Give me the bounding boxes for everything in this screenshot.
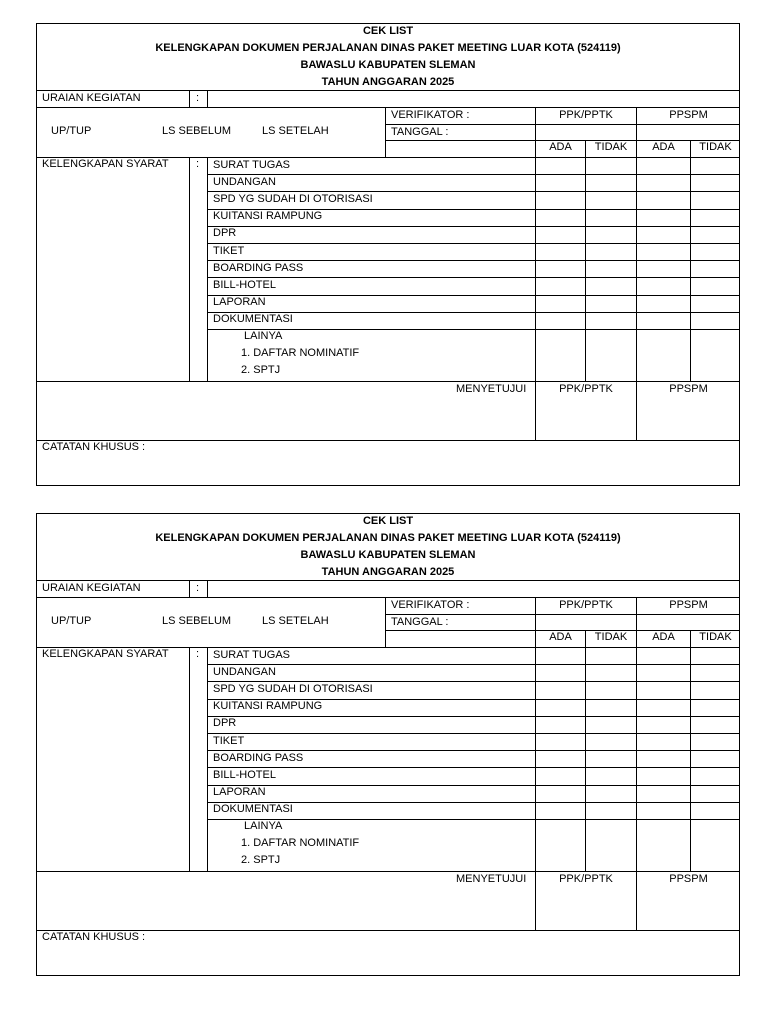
ppk-ada-cell[interactable] xyxy=(536,175,585,191)
checklist-item-label: BILL-HOTEL xyxy=(213,278,276,291)
ppk-tidak-cell[interactable] xyxy=(586,717,636,733)
ppk-tidak-cell[interactable] xyxy=(586,158,636,174)
pay-option-ls-setelah[interactable]: LS SETELAH xyxy=(262,615,329,627)
ppspm-tidak-cell[interactable] xyxy=(691,786,739,802)
ppspm-tidak-cell[interactable] xyxy=(691,803,739,819)
lainya-label: LAINYA xyxy=(244,330,283,342)
checklist-item-label: BOARDING PASS xyxy=(213,261,304,274)
checklist-item-label: KUITANSI RAMPUNG xyxy=(213,210,323,223)
ppspm-tidak-cell[interactable] xyxy=(691,192,739,208)
ppspm-header: PPSPM xyxy=(669,599,708,611)
ppspm-tidak-cell[interactable] xyxy=(691,227,739,243)
kelengkapan-syarat-label: KELENGKAPAN SYARAT xyxy=(42,158,169,170)
checklist-item-label: UNDANGAN xyxy=(213,175,276,188)
ppspm-tidak-cell[interactable] xyxy=(691,296,739,312)
ppspm-tidak-cell[interactable] xyxy=(691,261,739,277)
checklist-item-label: SURAT TUGAS xyxy=(213,158,291,171)
ppk-ada-cell[interactable] xyxy=(536,648,585,664)
ppspm-ada-cell[interactable] xyxy=(637,192,690,208)
ppspm-ada-cell[interactable] xyxy=(637,244,690,260)
ppk-tidak-cell[interactable] xyxy=(586,313,636,329)
ppk-ada-cell[interactable] xyxy=(536,192,585,208)
ppk-pptk-signature-box[interactable] xyxy=(537,398,635,439)
lainya-label: LAINYA xyxy=(244,820,283,832)
checklist-item-label: DPR xyxy=(213,227,237,240)
form-title-line-3: BAWASLU KABUPATEN SLEMAN xyxy=(300,549,476,561)
ppspm-ada-cell[interactable] xyxy=(637,648,690,664)
ppspm-tidak-header: TIDAK xyxy=(699,141,732,153)
lainya-item: 2. SPTJ xyxy=(241,364,281,376)
form-title-line-4: TAHUN ANGGARAN 2025 xyxy=(321,566,455,578)
uraian-colon: : xyxy=(196,582,200,594)
ppk-ada-cell[interactable] xyxy=(536,717,585,733)
ppk-tidak-cell[interactable] xyxy=(586,278,636,294)
ppspm-ada-cell[interactable] xyxy=(637,313,690,329)
ppk-ada-cell[interactable] xyxy=(536,261,585,277)
ppspm-signature-box[interactable] xyxy=(638,398,739,439)
ppk-ada-cell[interactable] xyxy=(536,682,585,698)
ppk-tidak-cell[interactable] xyxy=(586,175,636,191)
ppk-pptk-signature-box[interactable] xyxy=(537,888,635,929)
form-title-line-3: BAWASLU KABUPATEN SLEMAN xyxy=(300,59,476,71)
verifikator-label: VERIFIKATOR : xyxy=(391,599,470,611)
ppk-ada-cell[interactable] xyxy=(536,278,585,294)
checklist-item-label: DOKUMENTASI xyxy=(213,803,293,816)
checklist-item-label: SPD YG SUDAH DI OTORISASI xyxy=(213,192,373,205)
ppspm-ada-cell[interactable] xyxy=(637,768,690,784)
ppk-ada-cell[interactable] xyxy=(536,803,585,819)
ppk-tidak-cell[interactable] xyxy=(586,648,636,664)
ppspm-ada-cell[interactable] xyxy=(637,227,690,243)
pay-option-ls-sebelum[interactable]: LS SEBELUM xyxy=(162,125,232,137)
pay-option-ls-setelah[interactable]: LS SETELAH xyxy=(262,125,329,137)
ppk-tidak-cell[interactable] xyxy=(586,210,636,226)
ppspm-tidak-cell[interactable] xyxy=(691,313,739,329)
ppk-tidak-cell[interactable] xyxy=(586,261,636,277)
ppspm-tidak-cell[interactable] xyxy=(691,665,739,681)
ppk-ada-cell[interactable] xyxy=(536,751,585,767)
ppspm-ada-cell[interactable] xyxy=(637,803,690,819)
pay-option-up-tup[interactable]: UP/TUP xyxy=(51,125,92,137)
ppk-tidak-cell[interactable] xyxy=(586,734,636,750)
ppk-tidak-cell[interactable] xyxy=(586,665,636,681)
uraian-kegiatan-label: URAIAN KEGIATAN xyxy=(42,582,141,594)
ppk-tidak-cell[interactable] xyxy=(586,296,636,312)
verifikator-label: VERIFIKATOR : xyxy=(391,109,470,121)
ppk-ada-cell[interactable] xyxy=(536,227,585,243)
ppspm-tidak-cell[interactable] xyxy=(691,717,739,733)
checklist-item-label: BILL-HOTEL xyxy=(213,768,276,781)
ppspm-tidak-cell[interactable] xyxy=(691,768,739,784)
ppk-ada-cell[interactable] xyxy=(536,210,585,226)
ppk-tidak-cell[interactable] xyxy=(586,682,636,698)
ppspm-ada-cell[interactable] xyxy=(637,278,690,294)
ppk-ada-cell[interactable] xyxy=(536,313,585,329)
ppspm-tidak-header: TIDAK xyxy=(699,631,732,643)
checklist-item-label: LAPORAN xyxy=(213,786,266,799)
checklist-item-label: BOARDING PASS xyxy=(213,751,304,764)
ppspm-ada-cell[interactable] xyxy=(637,296,690,312)
tanggal-label: TANGGAL : xyxy=(391,126,449,138)
menyetujui-ppk-pptk: PPK/PPTK xyxy=(559,383,613,395)
ppk-pptk-header: PPK/PPTK xyxy=(559,599,613,611)
ppspm-ada-cell[interactable] xyxy=(637,786,690,802)
ppk-ada-cell[interactable] xyxy=(536,786,585,802)
ppspm-header: PPSPM xyxy=(669,109,708,121)
ppspm-tidak-cell[interactable] xyxy=(691,278,739,294)
uraian-kegiatan-label: URAIAN KEGIATAN xyxy=(42,92,141,104)
menyetujui-ppspm: PPSPM xyxy=(669,383,708,395)
ppk-pptk-header: PPK/PPTK xyxy=(559,109,613,121)
ppspm-tidak-cell[interactable] xyxy=(691,244,739,260)
ppk-ada-cell[interactable] xyxy=(536,700,585,716)
form-title-line-1: CEK LIST xyxy=(362,515,414,527)
pay-option-up-tup[interactable]: UP/TUP xyxy=(51,615,92,627)
kelengkapan-colon: : xyxy=(196,648,200,660)
uraian-colon: : xyxy=(196,92,200,104)
menyetujui-label: MENYETUJUI xyxy=(456,873,527,885)
ppspm-tidak-cell[interactable] xyxy=(691,682,739,698)
pay-option-ls-sebelum[interactable]: LS SEBELUM xyxy=(162,615,232,627)
checklist-item-label: KUITANSI RAMPUNG xyxy=(213,700,323,713)
form-title-line-1: CEK LIST xyxy=(362,25,414,37)
ppspm-tidak-cell[interactable] xyxy=(691,648,739,664)
tanggal-label: TANGGAL : xyxy=(391,616,449,628)
ppk-tidak-cell[interactable] xyxy=(586,192,636,208)
menyetujui-label: MENYETUJUI xyxy=(456,383,527,395)
ppk-tidak-header: TIDAK xyxy=(594,631,628,643)
ppk-ada-cell[interactable] xyxy=(536,768,585,784)
ppk-tidak-header: TIDAK xyxy=(594,141,628,153)
ppk-tidak-cell[interactable] xyxy=(586,786,636,802)
ppspm-tidak-cell[interactable] xyxy=(691,751,739,767)
ppspm-tidak-cell[interactable] xyxy=(691,700,739,716)
ppspm-ada-cell[interactable] xyxy=(637,158,690,174)
ppk-ada-cell[interactable] xyxy=(536,665,585,681)
ppk-ada-cell[interactable] xyxy=(536,734,585,750)
lainya-item: 1. DAFTAR NOMINATIF xyxy=(241,837,360,849)
ppspm-ada-cell[interactable] xyxy=(637,665,690,681)
checklist-item-label: UNDANGAN xyxy=(213,665,276,678)
lainya-item: 2. SPTJ xyxy=(241,854,281,866)
ppspm-signature-box[interactable] xyxy=(638,888,739,929)
ppspm-ada-cell[interactable] xyxy=(637,682,690,698)
ppspm-ada-cell[interactable] xyxy=(637,734,690,750)
ppspm-ada-cell[interactable] xyxy=(637,717,690,733)
menyetujui-ppspm: PPSPM xyxy=(669,873,708,885)
catatan-khusus-field[interactable] xyxy=(166,441,736,483)
checklist-item-label: DPR xyxy=(213,717,237,730)
ppk-tidak-cell[interactable] xyxy=(586,768,636,784)
ppspm-tidak-cell[interactable] xyxy=(691,210,739,226)
ppk-tidak-cell[interactable] xyxy=(586,227,636,243)
ppspm-ada-cell[interactable] xyxy=(637,261,690,277)
ppspm-tidak-cell[interactable] xyxy=(691,158,739,174)
checklist-item-label: SURAT TUGAS xyxy=(213,648,291,661)
form-title-line-2: KELENGKAPAN DOKUMEN PERJALANAN DINAS PAKET MEETING LUAR KOTA (524119) xyxy=(155,532,621,544)
ppk-tidak-cell[interactable] xyxy=(586,244,636,260)
kelengkapan-syarat-label: KELENGKAPAN SYARAT xyxy=(42,648,169,660)
ppk-ada-header: ADA xyxy=(549,631,572,643)
ppk-tidak-cell[interactable] xyxy=(586,803,636,819)
ppspm-ada-header: ADA xyxy=(652,631,675,643)
ppspm-ada-cell[interactable] xyxy=(637,175,690,191)
ppspm-ada-cell[interactable] xyxy=(637,700,690,716)
checklist-item-label: TIKET xyxy=(213,734,245,747)
ppk-ada-header: ADA xyxy=(549,141,572,153)
uraian-kegiatan-field[interactable] xyxy=(208,581,739,597)
ppspm-ada-header: ADA xyxy=(652,141,675,153)
catatan-khusus-label: CATATAN KHUSUS : xyxy=(42,931,146,943)
ppk-tidak-cell[interactable] xyxy=(586,700,636,716)
ppspm-tidak-cell[interactable] xyxy=(691,175,739,191)
form-title-line-2: KELENGKAPAN DOKUMEN PERJALANAN DINAS PAKET MEETING LUAR KOTA (524119) xyxy=(155,42,621,54)
ppk-tidak-cell[interactable] xyxy=(586,751,636,767)
menyetujui-ppk-pptk: PPK/PPTK xyxy=(559,873,613,885)
ppk-ada-cell[interactable] xyxy=(536,158,585,174)
ppspm-ada-cell[interactable] xyxy=(637,751,690,767)
catatan-khusus-field[interactable] xyxy=(166,931,736,973)
checklist-item-label: TIKET xyxy=(213,244,245,257)
checklist-item-label: LAPORAN xyxy=(213,296,266,309)
lainya-item: 1. DAFTAR NOMINATIF xyxy=(241,347,360,359)
ppk-ada-cell[interactable] xyxy=(536,296,585,312)
uraian-kegiatan-field[interactable] xyxy=(208,91,739,107)
checklist-item-label: DOKUMENTASI xyxy=(213,313,293,326)
catatan-khusus-label: CATATAN KHUSUS : xyxy=(42,441,146,453)
checklist-item-label: SPD YG SUDAH DI OTORISASI xyxy=(213,682,373,695)
ppspm-tidak-cell[interactable] xyxy=(691,734,739,750)
ppk-ada-cell[interactable] xyxy=(536,244,585,260)
form-title-line-4: TAHUN ANGGARAN 2025 xyxy=(321,76,455,88)
ppspm-ada-cell[interactable] xyxy=(637,210,690,226)
kelengkapan-colon: : xyxy=(196,158,200,170)
